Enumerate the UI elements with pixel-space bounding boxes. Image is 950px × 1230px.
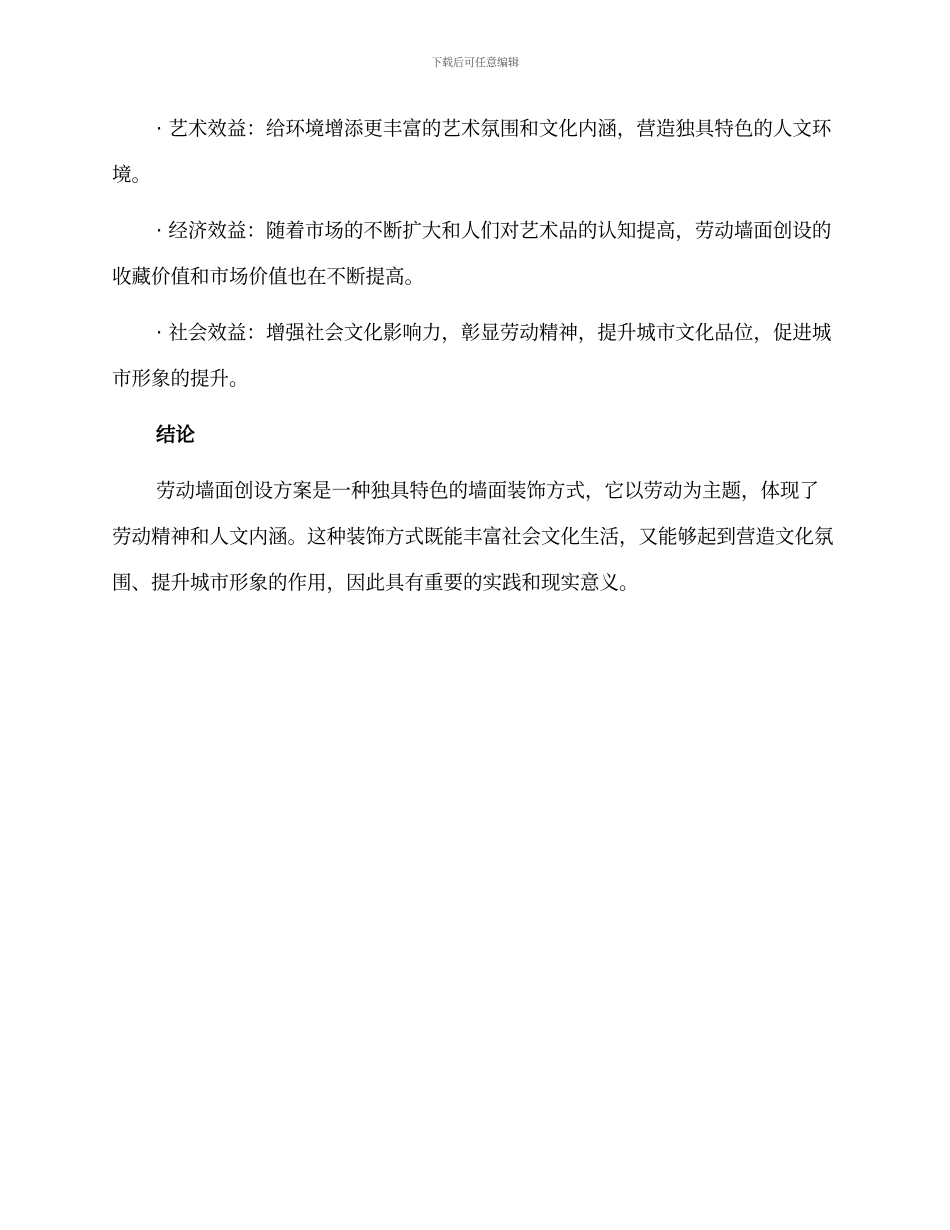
conclusion-heading: 结论 (156, 423, 196, 446)
benefit-art-paragraph: · 艺术效益：给环境增添更丰富的艺术氛围和文化内涵，营造独具特色的人文环境。 (112, 117, 832, 186)
document-body (112, 106, 834, 616)
page-header-note: 下载后可任意编辑 (431, 56, 519, 69)
benefit-economic-paragraph: · 经济效益：随着市场的不断扩大和人们对艺术品的认知提高，劳动墙面创设的收藏价值和市场价值也在不断提高。 (112, 219, 832, 288)
benefit-social-paragraph: · 社会效益：增强社会文化影响力，彰显劳动精神，提升城市文化品位，促进城市形象的提升。 (112, 321, 832, 390)
conclusion-paragraph: 劳动墙面创设方案是一种独具特色的墙面装饰方式，它以劳动为主题，体现了劳动精神和人文内涵。这种装饰方式既能丰富社会文化生活，又能够起到营造文化氛围、提升城市形象的作用，因此具有重要的实践和现实意义。 (112, 479, 834, 594)
